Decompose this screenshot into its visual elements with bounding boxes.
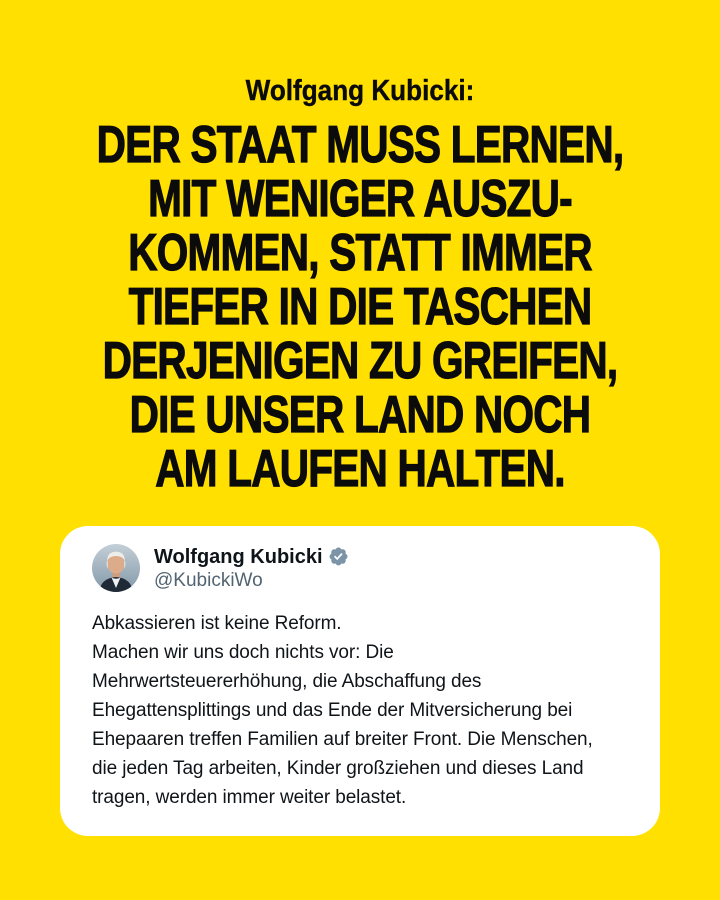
author-name: Wolfgang Kubicki	[154, 545, 323, 568]
avatar	[92, 544, 140, 592]
tweet-header	[92, 544, 630, 592]
tweet-text-line: die jeden Tag arbeiten, Kinder großziehen und dieses Land	[92, 758, 584, 779]
tweet-card[interactable]	[60, 526, 660, 836]
headline-line: TIEFER IN DIE TASCHEN	[128, 278, 592, 336]
headline-line: DIE UNSER LAND NOCH	[129, 386, 591, 444]
headline-line: KOMMEN, STATT IMMER	[128, 224, 592, 282]
headline-line: MIT WENIGER AUSZU-	[148, 170, 572, 228]
tweet-text-line: Machen wir uns doch nichts vor: Die	[92, 642, 394, 663]
author-handle: @KubickiWo	[154, 569, 263, 591]
quote-headline	[79, 118, 641, 496]
headline-line: DERJENIGEN ZU GREIFEN,	[102, 332, 618, 390]
verified-badge-icon	[328, 546, 349, 567]
headline-line: DER STAAT MUSS LERNEN,	[96, 116, 624, 174]
tweet-text-line: Ehepaaren treffen Familien auf breiter Front. Die Menschen,	[92, 729, 593, 750]
portrait-avatar-image	[92, 544, 140, 592]
quote-attribution: Wolfgang Kubicki:	[245, 75, 475, 107]
tweet-text-line: Mehrwertsteuererhöhung, die Abschaffung des	[92, 671, 482, 692]
headline-line: AM LAUFEN HALTEN.	[155, 440, 565, 498]
tweet-text-line: Ehegattensplittings und das Ende der Mitversicherung bei	[92, 700, 573, 721]
tweet-text	[92, 609, 630, 812]
tweet-text-line: Abkassieren ist keine Reform.	[92, 613, 342, 634]
tweet-text-line: tragen, werden immer weiter belastet.	[92, 787, 407, 808]
author-identity	[154, 545, 349, 592]
